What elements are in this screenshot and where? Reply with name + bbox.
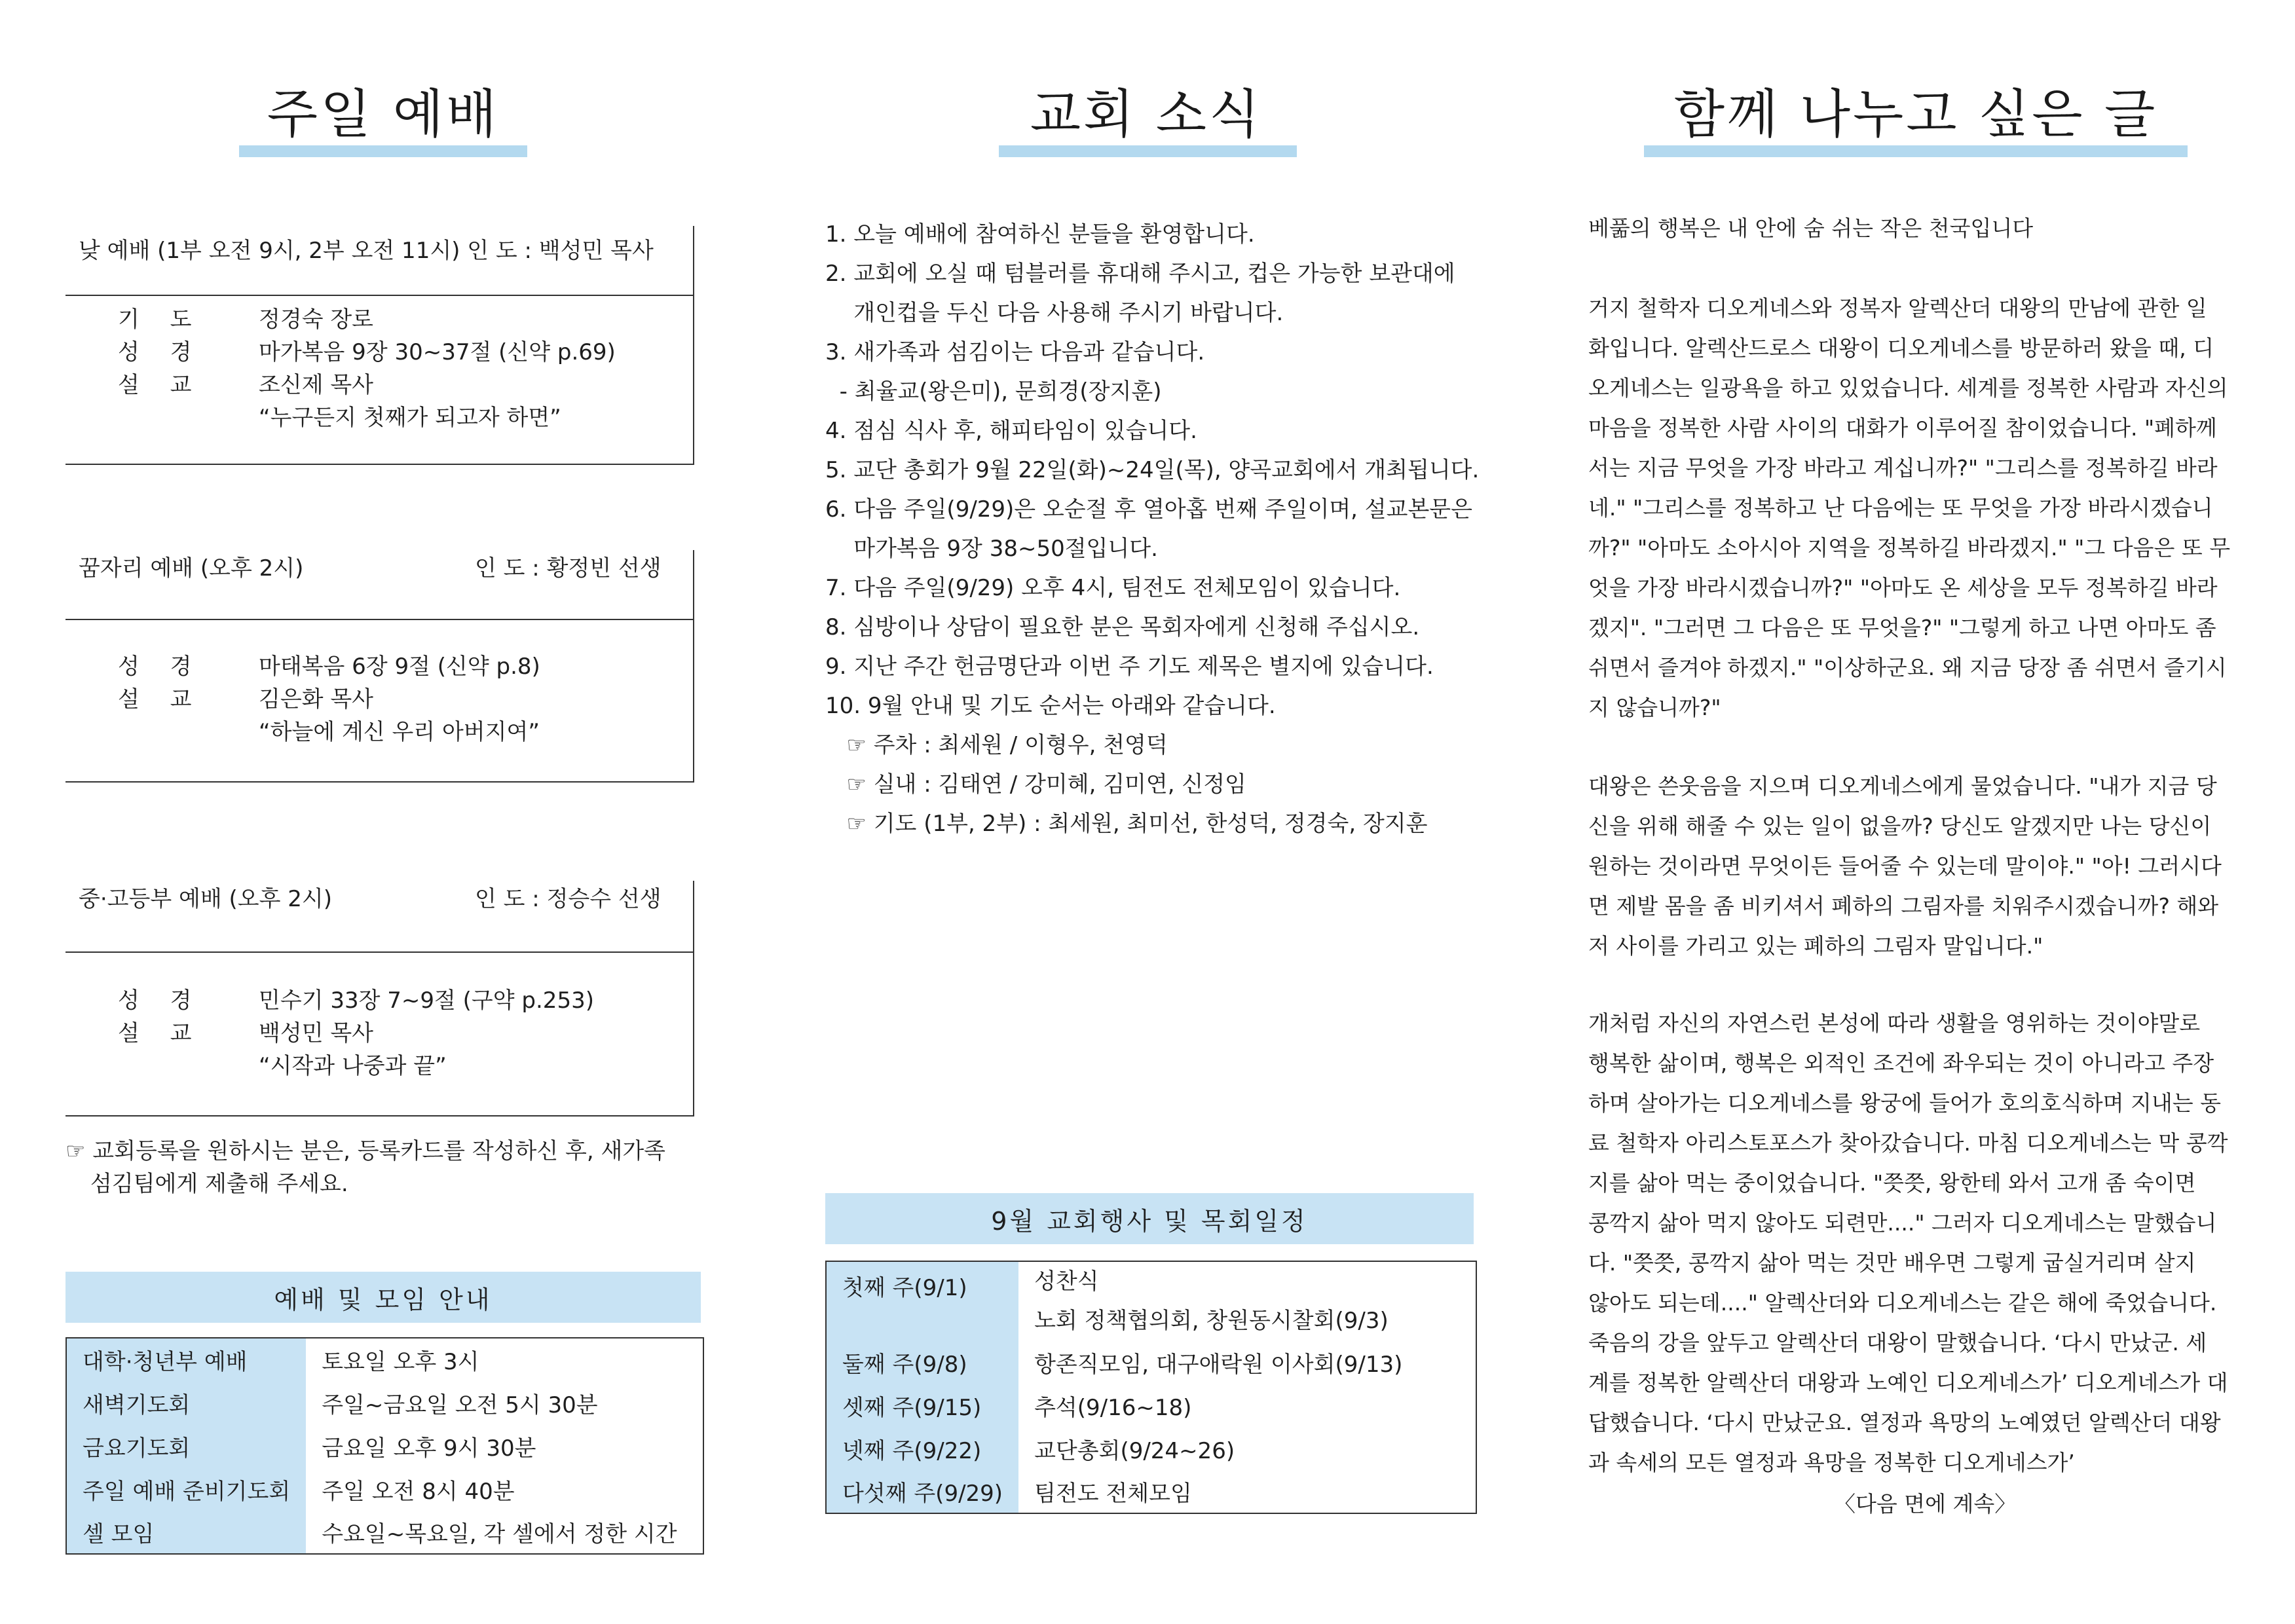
schedule-time: 주일~금요일 오전 5시 30분 bbox=[322, 1392, 598, 1418]
essay-column bbox=[1585, 0, 2247, 1624]
essay-line: 행복한 삶이며, 행복은 외적인 조건에 좌우되는 것이 아니라고 주장 bbox=[1588, 1050, 2214, 1076]
events-table bbox=[825, 1261, 1477, 1514]
essay-line: 서는 지금 무엇을 가장 바라고 계십니까?" "그리스를 정복하길 바라 bbox=[1588, 455, 2218, 481]
essay-line: 과 속세의 모든 열정과 욕망을 정복한 디오게네스가’ bbox=[1588, 1450, 2075, 1475]
news-item: 5. 교단 총회가 9월 22일(화)~24일(목), 양곡교회에서 개최됩니다. bbox=[825, 457, 1480, 483]
news-item: 7. 다음 주일(9/29) 오후 4시, 팀전도 전체모임이 있습니다. bbox=[825, 575, 1401, 601]
schedule-time: 주일 오전 8시 40분 bbox=[322, 1478, 515, 1505]
event-item: 팀전도 전체모임 bbox=[1034, 1481, 1192, 1507]
events-title: 9월 교회행사 및 목회일정 bbox=[991, 1206, 1308, 1236]
schedule-name: 대학·청년부 예배 bbox=[66, 1338, 306, 1381]
kids-service-box bbox=[65, 550, 694, 783]
worship-column bbox=[59, 0, 707, 1624]
essay-line: 않아도 되는데...." 알렉산더와 디오게네스는 같은 해에 죽었습니다. bbox=[1588, 1290, 2217, 1316]
essay-line: 답했습니다. ‘다시 만났군요. 열정과 욕망의 노예였던 알렉산더 대왕 bbox=[1588, 1410, 2221, 1435]
event-item: 항존직모임, 대구애락원 이사회(9/13) bbox=[1034, 1351, 1403, 1378]
essay-line: 겠지". "그러면 그 다음은 또 무엇을?" "그렇게 하고 나면 아마도 좀 bbox=[1588, 615, 2216, 640]
essay-line: 엇을 가장 바라시겠습니까?" "아마도 온 세상을 모두 정복하길 바라 bbox=[1588, 575, 2218, 600]
schedule-time: 금요일 오후 9시 30분 bbox=[322, 1435, 536, 1462]
day-service-box bbox=[65, 226, 694, 465]
sermon-value: 백성민 목사 bbox=[259, 1020, 374, 1046]
sermon-label: 설 교 bbox=[118, 372, 204, 398]
scripture-label: 성 경 bbox=[118, 654, 204, 680]
essay-line: 원하는 것이라면 무엇이든 들어줄 수 있는데 말이야." "아! 그러시다 bbox=[1588, 853, 2222, 879]
news-item: 개인컵을 두신 다음 사용해 주시기 바랍니다. bbox=[825, 300, 1284, 326]
events-title-bar bbox=[825, 1193, 1474, 1244]
sermon-label: 설 교 bbox=[118, 686, 204, 712]
news-item: 마가복음 9장 38~50절입니다. bbox=[825, 536, 1158, 562]
essay-line: 료 철학자 아리스토포스가 찾아갔습니다. 마침 디오게네스는 막 콩깍 bbox=[1588, 1130, 2228, 1156]
schedule-title-bar bbox=[65, 1272, 701, 1323]
essay-line: 마음을 정복한 사람 사이의 대화가 이루어질 참이었습니다. "폐하께 bbox=[1588, 415, 2217, 441]
essay-line: 신을 위해 해줄 수 있는 일이 없을까? 당신도 알겠지만 나는 당신이 bbox=[1588, 813, 2212, 839]
essay-paragraph-3 bbox=[1588, 1003, 2243, 1483]
heading-underline bbox=[999, 145, 1297, 157]
essay-line: 대왕은 쓴웃음을 지으며 디오게네스에게 물었습니다. "내가 지금 당 bbox=[1588, 773, 2217, 799]
essay-line: 죽음의 강을 앞두고 알렉산더 대왕이 말했습니다. ‘다시 만났군. 세 bbox=[1588, 1330, 2207, 1356]
news-list bbox=[825, 215, 1479, 843]
divider bbox=[65, 295, 694, 296]
table-row bbox=[826, 1470, 1476, 1513]
sermon-title: “시작과 나중과 끝” bbox=[259, 1053, 447, 1079]
table-row bbox=[826, 1261, 1476, 1340]
essay-line: 다. "쯧쯧, 콩깍지 삶아 먹는 것만 배우면 그렇게 굽실거리며 살지 bbox=[1588, 1250, 2196, 1276]
table-row bbox=[66, 1338, 703, 1381]
schedule-time: 토요일 오후 3시 bbox=[322, 1349, 479, 1375]
heading-underline bbox=[1644, 145, 2188, 157]
sermon-value: 조신제 목사 bbox=[259, 372, 374, 398]
news-column bbox=[812, 0, 1506, 1624]
news-item: 4. 점심 식사 후, 해피타임이 있습니다. bbox=[825, 418, 1197, 444]
table-row bbox=[826, 1384, 1476, 1427]
news-item: 1. 오늘 예배에 참여하신 분들을 환영합니다. bbox=[825, 221, 1255, 248]
news-item: ☞ 실내 : 김태연 / 강미혜, 김미연, 신정임 bbox=[825, 771, 1246, 798]
prayer-label: 기 도 bbox=[118, 306, 204, 333]
sermon-value: 김은화 목사 bbox=[259, 686, 374, 712]
essay-line: 콩깍지 삶아 먹지 않아도 되련만...." 그러자 디오게네스는 말했습니 bbox=[1588, 1210, 2217, 1236]
essay-paragraph-2 bbox=[1588, 766, 2243, 966]
event-week: 둘째 주(9/8) bbox=[826, 1340, 1018, 1384]
kids-service-leader: 인 도 : 황정빈 선생 bbox=[475, 555, 662, 581]
registration-note: ☞ 교회등록을 원하시는 분은, 등록카드를 작성하신 후, 새가족 bbox=[65, 1138, 666, 1164]
news-item: ☞ 기도 (1부, 2부) : 최세원, 최미선, 한성덕, 정경숙, 장지훈 bbox=[825, 811, 1428, 837]
scripture-label: 성 경 bbox=[118, 339, 204, 365]
youth-service-leader: 인 도 : 정승수 선생 bbox=[475, 886, 662, 912]
event-item: 노회 정책협의회, 창원동시찰회(9/3) bbox=[1034, 1308, 1389, 1334]
table-row bbox=[66, 1467, 703, 1511]
essay-title: 함께 나누고 싶은 글 bbox=[1673, 84, 2158, 145]
sermon-title: “하늘에 계신 우리 아버지여” bbox=[259, 719, 540, 745]
schedule-name: 새벽기도회 bbox=[66, 1381, 306, 1424]
essay-line: 까?" "아마도 소아시아 지역을 정복하길 바라겠지." "그 다음은 또 무 bbox=[1588, 535, 2231, 561]
youth-service-box bbox=[65, 881, 694, 1116]
schedule-name: 금요기도회 bbox=[66, 1424, 306, 1467]
prayer-value: 정경숙 장로 bbox=[259, 306, 374, 333]
essay-heading bbox=[1651, 84, 2181, 145]
divider bbox=[65, 619, 694, 620]
worship-heading bbox=[239, 84, 527, 145]
news-heading bbox=[1002, 84, 1290, 145]
news-item: 2. 교회에 오실 때 텀블러를 휴대해 주시고, 컵은 가능한 보관대에 bbox=[825, 261, 1455, 287]
event-item: 성찬식 bbox=[1034, 1268, 1099, 1295]
essay-line: 화입니다. 알렉산드로스 대왕이 디오게네스를 방문하러 왔을 때, 디 bbox=[1588, 335, 2214, 361]
schedule-name: 셀 모임 bbox=[66, 1511, 306, 1554]
event-week: 다섯째 주(9/29) bbox=[826, 1470, 1018, 1513]
news-title: 교회 소식 bbox=[1030, 84, 1263, 145]
event-week: 셋째 주(9/15) bbox=[826, 1384, 1018, 1427]
news-item: 10. 9월 안내 및 기도 순서는 아래와 같습니다. bbox=[825, 693, 1276, 719]
event-items bbox=[1018, 1261, 1476, 1340]
news-item: 9. 지난 주간 헌금명단과 이번 주 기도 제목은 별지에 있습니다. bbox=[825, 654, 1434, 680]
scripture-label: 성 경 bbox=[118, 987, 204, 1014]
essay-paragraph-1 bbox=[1588, 288, 2243, 728]
worship-title: 주일 예배 bbox=[267, 84, 500, 145]
essay-line: 쉬면서 즐겨야 하겠지." "이상하군요. 왜 지금 당장 좀 쉬면서 즐기시 bbox=[1588, 655, 2227, 680]
schedule-time: 수요일~목요일, 각 셀에서 정한 시간 bbox=[322, 1521, 677, 1547]
event-item: 교단총회(9/24~26) bbox=[1034, 1437, 1235, 1464]
sermon-title: “누구든지 첫째가 되고자 하면” bbox=[259, 405, 561, 431]
scripture-value: 민수기 33장 7~9절 (구약 p.253) bbox=[259, 987, 594, 1014]
essay-line: 거지 철학자 디오게네스와 정복자 알렉산더 대왕의 만남에 관한 일 bbox=[1588, 295, 2207, 321]
continued-note: 〈다음 면에 계속〉 bbox=[1834, 1491, 2017, 1517]
schedule-name: 주일 예배 준비기도회 bbox=[66, 1467, 306, 1511]
table-row bbox=[66, 1511, 703, 1554]
table-row bbox=[66, 1424, 703, 1467]
schedule-title: 예배 및 모임 안내 bbox=[274, 1285, 493, 1314]
youth-service-header: 중·고등부 예배 (오후 2시) bbox=[79, 886, 332, 912]
day-service-header: 낮 예배 (1부 오전 9시, 2부 오전 11시) 인 도 : 백성민 목사 bbox=[79, 238, 654, 264]
news-item: ☞ 주차 : 최세원 / 이형우, 천영덕 bbox=[825, 732, 1168, 758]
divider bbox=[65, 951, 694, 953]
table-row bbox=[826, 1427, 1476, 1470]
essay-line: 오게네스는 일광욕을 하고 있었습니다. 세계를 정복한 사람과 자신의 bbox=[1588, 375, 2228, 401]
essay-line: 하며 살아가는 디오게네스를 왕궁에 들어가 호의호식하며 지내는 동 bbox=[1588, 1090, 2222, 1116]
event-week: 넷째 주(9/22) bbox=[826, 1427, 1018, 1470]
news-item: 8. 심방이나 상담이 필요한 분은 목회자에게 신청해 주십시오. bbox=[825, 614, 1420, 640]
registration-note-cont: 섬김팀에게 제출해 주세요. bbox=[90, 1171, 348, 1197]
table-row bbox=[66, 1381, 703, 1424]
essay-line: 지를 삶아 먹는 중이었습니다. "쯧쯧, 왕한테 와서 고개 좀 숙이면 bbox=[1588, 1170, 2196, 1196]
news-item: 3. 새가족과 섬김이는 다음과 같습니다. bbox=[825, 339, 1205, 365]
scripture-value: 마태복음 6장 9절 (신약 p.8) bbox=[259, 654, 540, 680]
essay-subtitle: 베풂의 행복은 내 안에 숨 쉬는 작은 천국입니다 bbox=[1588, 215, 2034, 241]
sermon-label: 설 교 bbox=[118, 1020, 204, 1046]
essay-line: 지 않습니까?" bbox=[1588, 695, 1721, 720]
essay-line: 개처럼 자신의 자연스런 본성에 따라 생활을 영위하는 것이야말로 bbox=[1588, 1010, 2201, 1036]
scripture-value: 마가복음 9장 30~37절 (신약 p.69) bbox=[259, 339, 616, 365]
news-item: - 최율교(왕은미), 문희경(장지훈) bbox=[825, 378, 1162, 405]
essay-line: 저 사이를 가리고 있는 폐하의 그림자 말입니다." bbox=[1588, 933, 2043, 959]
kids-service-header: 꿈자리 예배 (오후 2시) bbox=[79, 555, 304, 581]
schedule-table bbox=[65, 1337, 704, 1555]
event-item: 추석(9/16~18) bbox=[1034, 1394, 1192, 1421]
essay-line: 네." "그리스를 정복하고 난 다음에는 또 무엇을 가장 바라시겠습니 bbox=[1588, 495, 2213, 521]
table-row bbox=[826, 1340, 1476, 1384]
event-week: 첫째 주(9/1) bbox=[826, 1261, 1018, 1340]
essay-line: 계를 정복한 알렉산더 대왕과 노예인 디오게네스가’ 디오게네스가 대 bbox=[1588, 1370, 2228, 1395]
news-item: 6. 다음 주일(9/29)은 오순절 후 열아홉 번째 주일이며, 설교본문은 bbox=[825, 496, 1472, 523]
essay-line: 면 제발 몸을 좀 비키셔서 폐하의 그림자를 치워주시겠습니까? 해와 bbox=[1588, 893, 2219, 919]
heading-underline bbox=[239, 145, 527, 157]
